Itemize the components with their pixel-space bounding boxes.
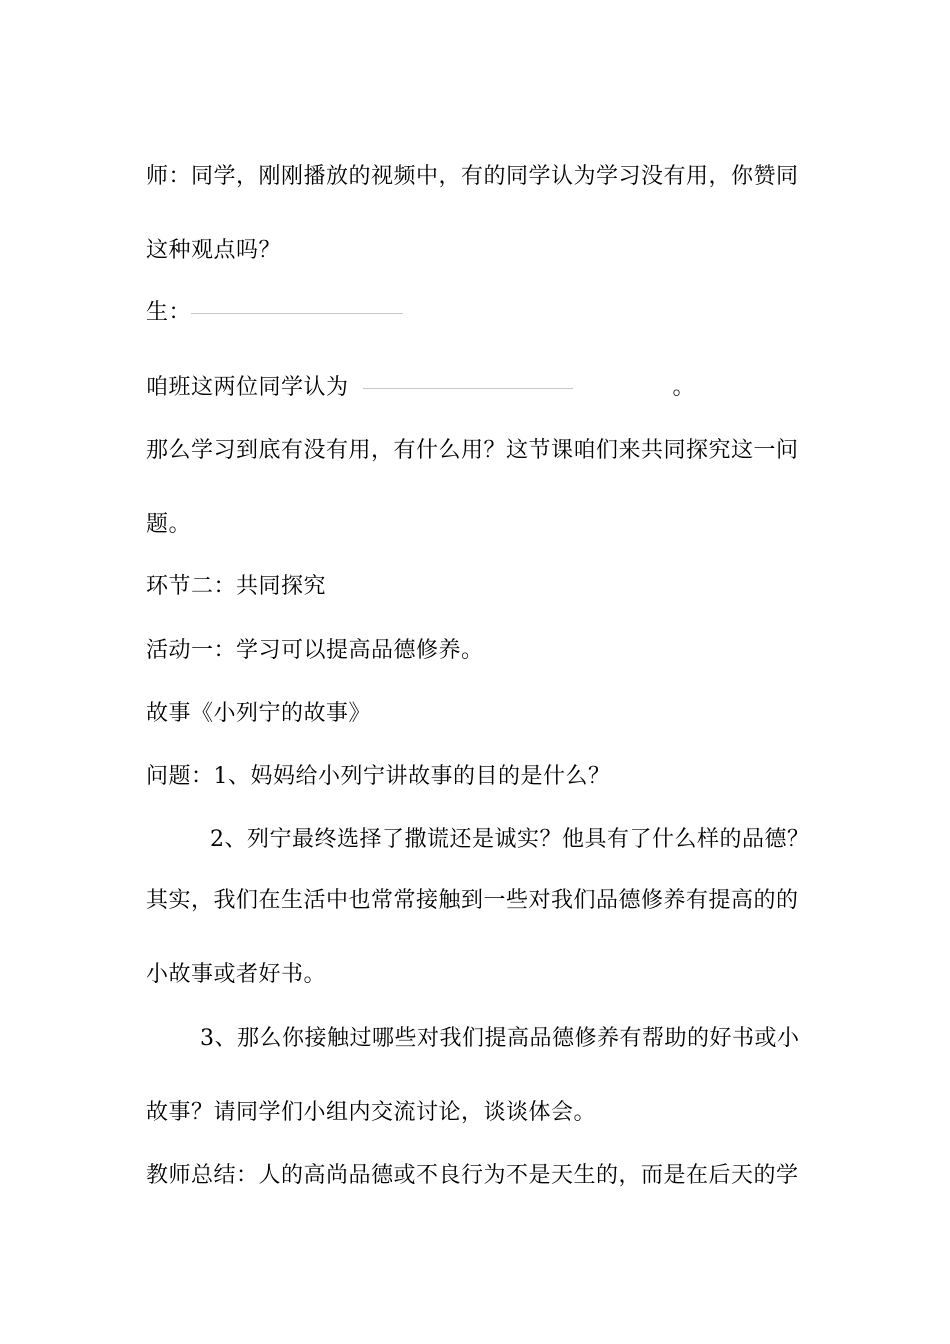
text-line-class-opinion: [146, 373, 695, 403]
teacher-summary: 教师总结：人的高尚品德或不良行为不是天生的，而是在后天的学: [146, 1163, 799, 1188]
section-heading-step-two: 环节二：共同探究: [146, 574, 327, 599]
class-opinion-label: 咱班这两位同学认为: [146, 375, 349, 400]
text-line-teacher-question: 师：同学，刚刚播放的视频中，有的同学认为学习没有用，你赞同: [146, 164, 799, 189]
question-three: 3、那么你接触过哪些对我们提高品德修养有帮助的好书或小: [200, 1026, 800, 1051]
question-two: 2、列宁最终选择了撒谎还是诚实？他具有了什么样的品德？: [210, 827, 810, 852]
question-three-continued: 故事？请同学们小组内交流讨论，谈谈体会。: [146, 1100, 597, 1125]
activity-heading-one: 活动一：学习可以提高品德修养。: [146, 638, 484, 663]
text-line-reflection: 其实，我们在生活中也常常接触到一些对我们品德修养有提高的的: [146, 888, 799, 913]
student-label: 生：: [146, 300, 192, 325]
text-line-reflection-continued: 小故事或者好书。: [146, 962, 327, 987]
question-one: 问题：1、妈妈给小列宁讲故事的目的是什么？: [146, 764, 611, 789]
text-line-question-continued: 这种观点吗？: [146, 238, 282, 263]
sentence-period: 。: [672, 375, 696, 400]
text-line-student-answer: [146, 298, 403, 328]
text-line-inquiry-continued: 题。: [146, 512, 192, 537]
answer-blank: [191, 303, 403, 323]
opinion-blank: [363, 378, 573, 398]
story-title: 故事《小列宁的故事》: [146, 701, 372, 726]
text-line-inquiry-intro: 那么学习到底有没有用，有什么用？这节课咱们来共同探究这一问: [146, 438, 799, 463]
